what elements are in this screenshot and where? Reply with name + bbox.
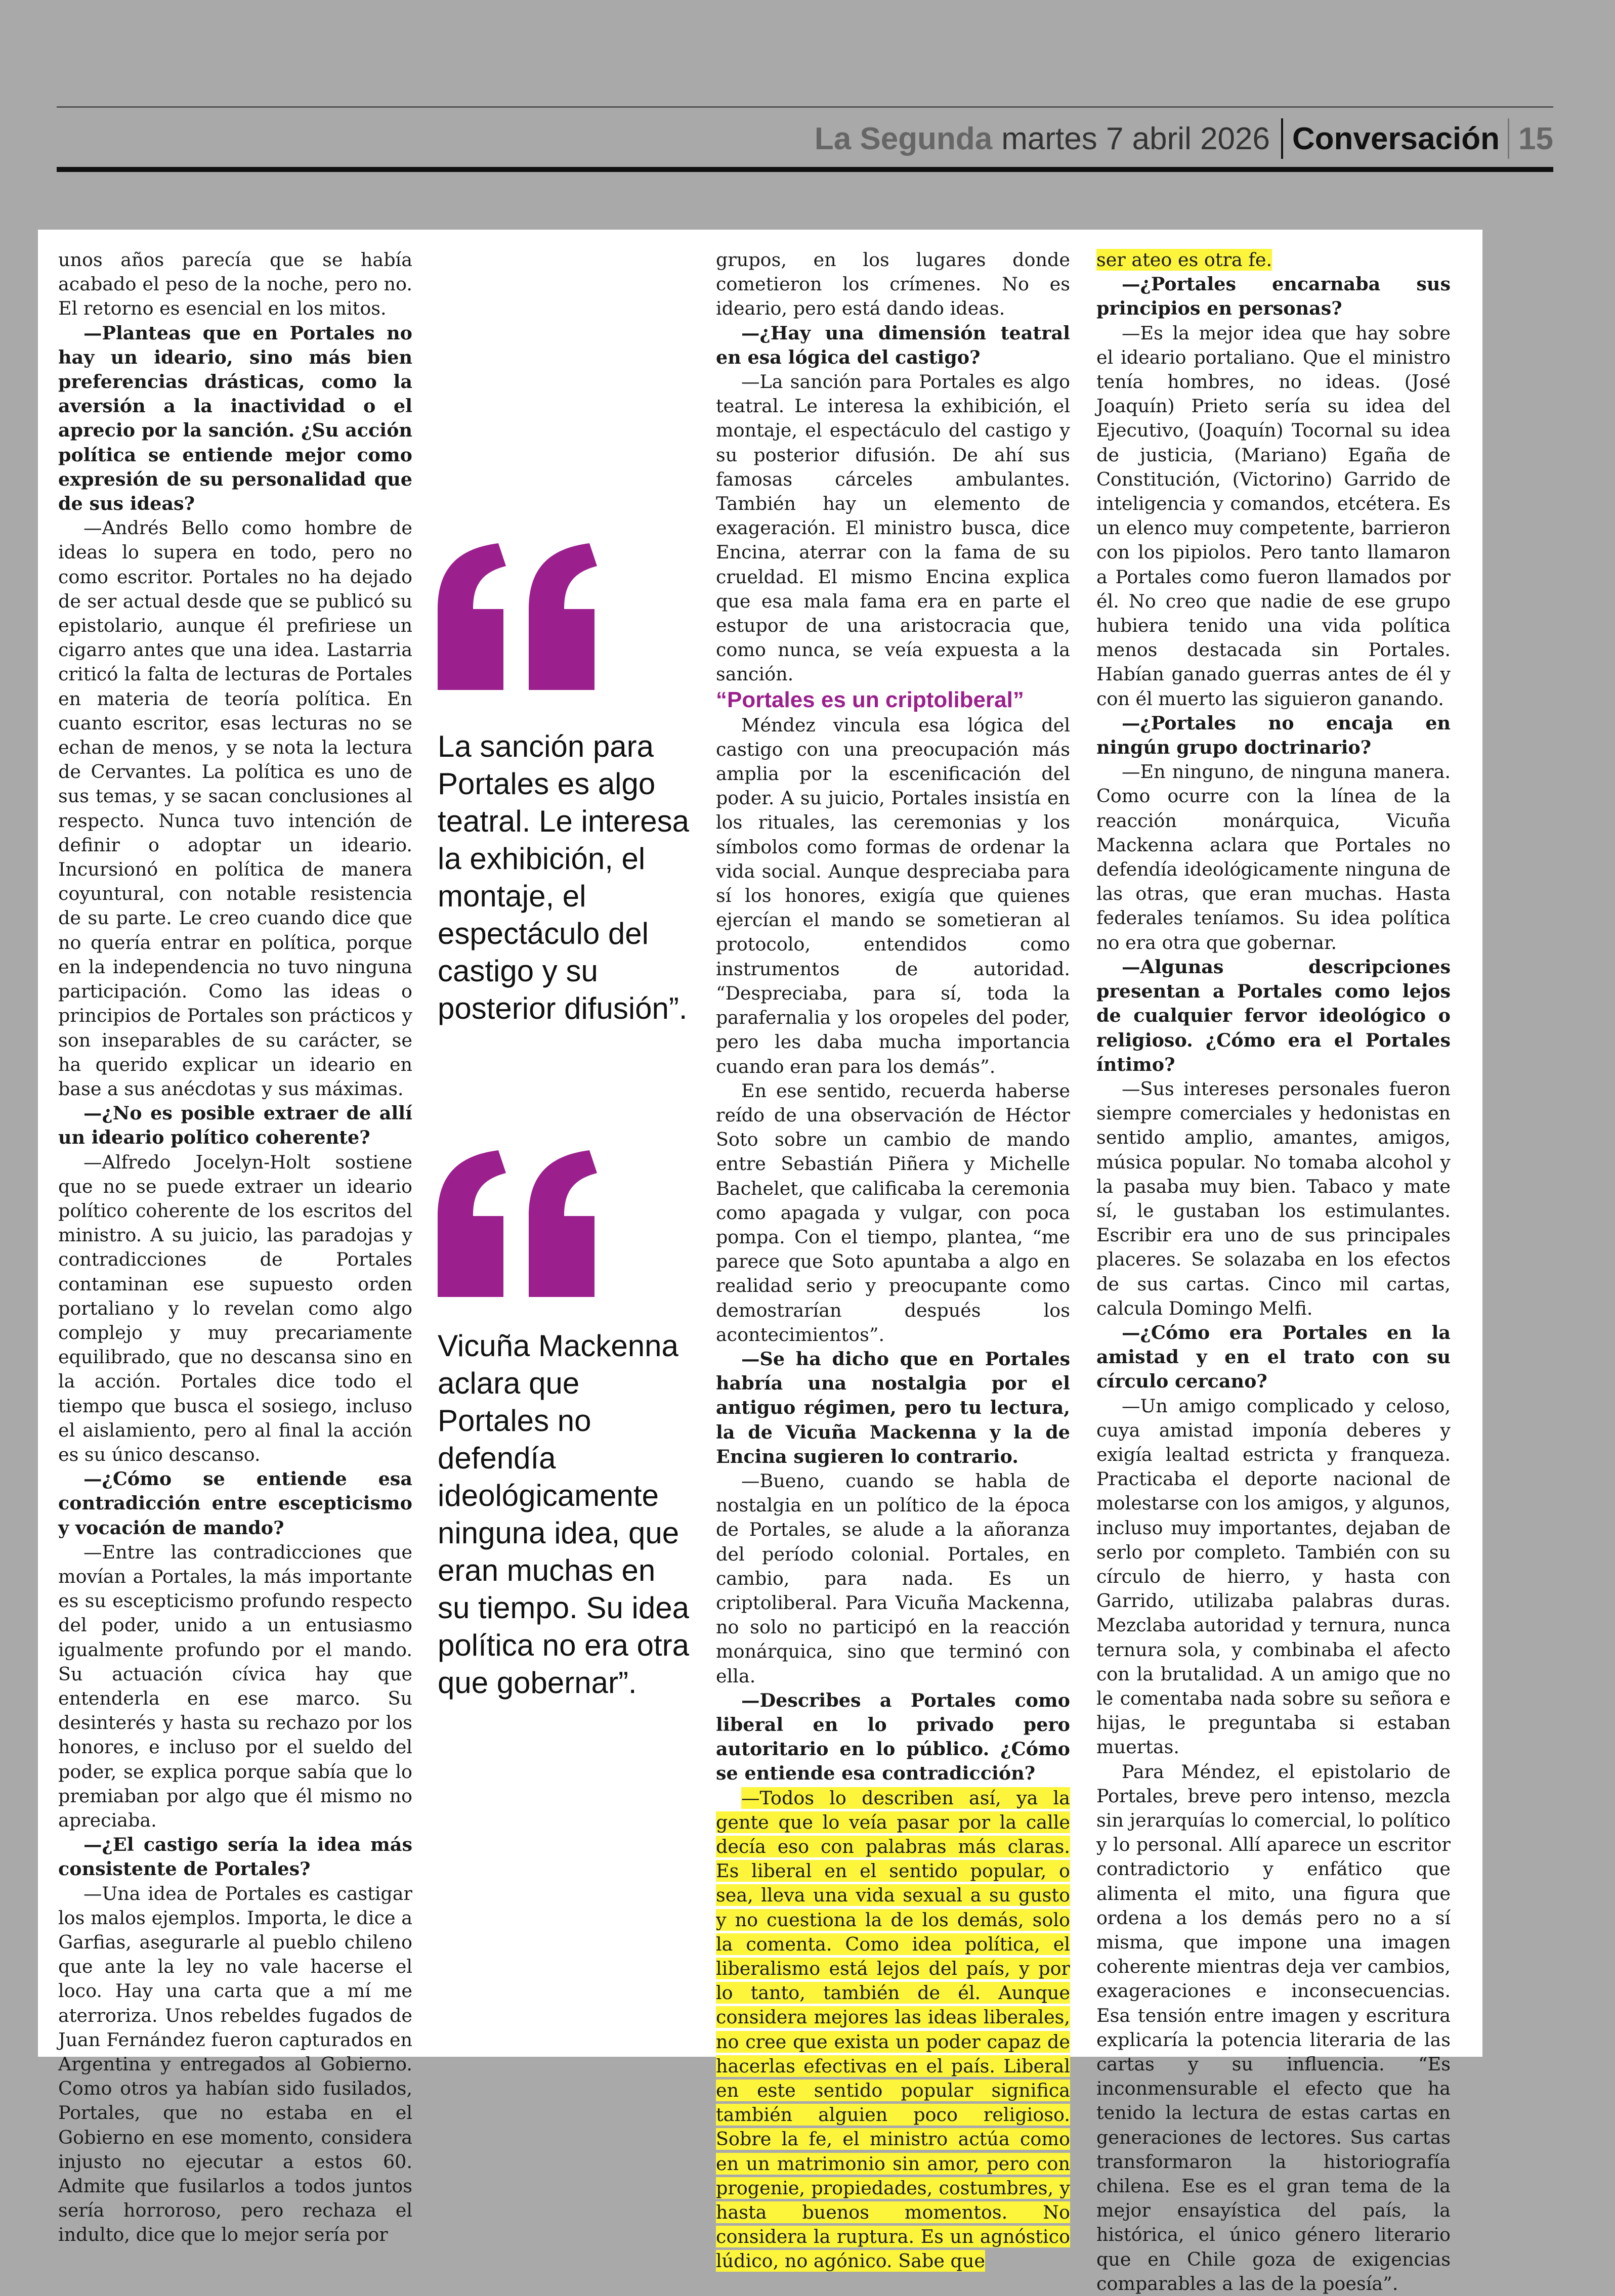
page-header [57,106,1553,172]
paragraph [1096,248,1451,272]
paragraph: Para Méndez, el epistolario de Portales, breve pero intenso, mezcla sin jerarquías lo comercial, lo político y lo personal. Allí aparece un escritor contradictorio y enfático que alimenta el mito, una figura que ordena a los demás pero no a sí misma, que impone una imagen coherente mientras deja ver cambios, exageraciones e inconsecuencias. Esa tensión entre imagen y escritura explicaría la potencia literaria de las cartas y su influencia. “Es inconmensurable el efecto que ha tenido la lectura de estas cartas en generaciones de lectores. Sus cartas transformaron la historiografía chilena. Ese es el gran tema de la mejor ensayística del país, la histórica, el único género literario que en Chile goza de exigencias comparables a las de la poesía”. [1096,1760,1451,2294]
interview-question: —¿No es posible extraer de allí un ideario político coherente? [58,1102,412,1149]
highlighted-paragraph [716,1786,1070,2274]
section-title: Conversación [1292,121,1500,156]
highlighted-text: ser ateo es otra fe. [1096,249,1272,271]
interview-question: —¿El castigo sería la idea más consistente de Portales? [58,1834,412,1880]
interview-question: —Se ha dicho que en Portales habría una nostalgia por el antiguo régimen, pero tu lectura, la de Vicuña Mackenna y la de Encina sugieren lo contrario. [716,1348,1070,1467]
interview-question: —¿Hay una dimensión teatral en esa lógica del castigo? [716,322,1070,368]
paragraph: —Sus intereses personales fueron siempre comerciales y hedonistas en sentido amplio, amantes, amigos, música popular. No tomaba alcohol y la pasaba muy bien. Tabaco y mate sí, le gustaban los estimulantes. Escribir era uno de sus principales placeres. Se solazaba en los efectos de sus cartas. Cinco mil cartas, calcula Domingo Melfi. [1096,1077,1451,1319]
newspaper-brand: La Segunda [814,121,993,156]
interview-question: —Planteas que en Portales no hay un ideario, sino más bien preferencias drásticas, como la aversión a la inactividad o el aprecio por la sanción. ¿Su acción política se entiende mejor como expresión de su personalidad que de sus ideas? [58,322,412,515]
paragraph: —La sanción para Portales es algo teatral. Le interesa la exhibición, el montaje, el espectáculo del castigo y su posterior difusión. De ahí sus famosas cárceles ambulantes. También hay un elemento de exageración. El ministro busca, dice Encina, aterrar con la fama de su crueldad. El mismo Encina explica que esa mala fama era en parte el estupor de una aristocracia que, como nunca, se veía expuesta a la sanción. [716,371,1070,685]
interview-question: —¿Portales no encaja en ningún grupo doctrinario? [1096,712,1451,759]
header-divider [1281,118,1283,159]
paragraph: —Un amigo complicado y celoso, cuya amistad imponía deberes y exigía lealtad estricta y franqueza. Practicaba el deporte nacional de molestarse con los amigos, y algunos, incluso muy importantes, dejaban de serlo por completo. También con su círculo de hierro, y hasta con Garrido, utilizaba palabras duras. Mezclaba autoridad y ternura, nunca ternura sola, y combinaba el afecto con la brutalidad. A un amigo que no le comentaba nada sobre su señora e hijas, le preguntaba si estaban muertas. [1096,1395,1451,1758]
header-top-rule [57,106,1553,108]
paragraph: Méndez vincula esa lógica del castigo con una preocupación más amplia por la escenificación del poder. A su juicio, Portales insistía en los rituales, las ceremonias y los símbolos como formas de ordenar la vida social. Aunque despreciaba para sí los honores, exigía que quienes ejercían el mando se sometieran al protocolo, entendidos como instrumentos de autoridad. “Despreciaba, para sí, toda la parafernalia y los oropeles del poder, pero les daba mucha importancia cuando eran para los demás”. [716,714,1070,1077]
page-number: 15 [1518,121,1553,156]
interview-question: —Describes a Portales como liberal en lo privado pero autoritario en lo público. ¿Cómo se entiende esa contradicción? [716,1689,1070,1785]
quotation-mark-icon [438,543,605,690]
paragraph: unos años parecía que se había acabado el peso de la noche, pero no. El retorno es esencial en los mitos. [58,249,412,320]
article-page [38,230,1482,2294]
quotation-mark-icon [438,1150,605,1297]
paragraph: grupos, en los lugares donde cometieron los crímenes. No es ideario, pero está dando ideas. [716,249,1070,320]
paragraph: —Andrés Bello como hombre de ideas lo supera en todo, pero no como escritor. Portales no ha dejado de ser actual desde que se publicó su epistolario, aunque él prefiriese un cigarro antes que una idea. Lastarria criticó la falta de lecturas de Portales en materia de teoría política. En cuanto escritor, esas lecturas no se echan de menos, y se nota la lectura de Cervantes. La política es uno de sus temas, y se sacan conclusiones al respecto. Nunca tuvo intención de definir o adoptar un ideario. Incursionó en política de manera coyuntural, con notable resistencia de su parte. Le creo cuando dice que no quería entrar en política, porque en la independencia no tuvo ninguna participación. Como las ideas o principios de Portales son prácticos y son inseparables de su carácter, se ha querido explicar un ideario en base a sus anécdotas y sus máximas. [58,517,412,1100]
pull-quote-1: La sanción para Portales es algo teatral. Le interesa la exhibición, el montaje, el espectáculo del castigo y su posterior difusión”. [438,729,689,1025]
article-column-1 [58,248,412,2246]
pull-quote-2: Vicuña Mackenna aclara que Portales no defendía ideológicamente ninguna idea, que eran muchas en su tiempo. Su idea política no era otra que gobernar”. [438,1329,689,1700]
interview-question: —¿Portales encarnaba sus principios en personas? [1096,273,1451,320]
article-column-3 [716,248,1070,2272]
paragraph: En ese sentido, recuerda haberse reído de una observación de Héctor Soto sobre un cambio de mando entre Sebastián Piñera y Michelle Bachelet, que calificaba la ceremonia como apagada y vulgar, con poca pompa. Con el tiempo, plantea, “me parece que Soto apuntaba a algo en realidad serio y preocupante como demostrarían después los acontecimientos”. [716,1079,1070,1346]
paragraph: —Es la mejor idea que hay sobre el ideario portaliano. Que el ministro tenía hombres, no ideas. (José Joaquín) Prieto sería su idea del Ejecutivo, (Joaquín) Tocornal su idea de justicia, (Mariano) Egaña de Constitución, (Victorino) Garrido de inteligencia y comandos, etcétera. Es un elenco muy competente, barrieron con los pipiolos. Pero tanto llamaron a Portales como fueron llamados por él. No creo que nadie de ese grupo hubiera tenido una vida política menos destacada sin Portales. Habían ganado guerras antes de él y con él muerto las siguieron ganando. [1096,322,1451,710]
paragraph: —Bueno, cuando se habla de nostalgia en un político de la época de Portales, se alude a la añoranza del período colonial. Portales, en cambio, para nada. Es un criptoliberal. Para Vicuña Mackenna, no solo no participó en la reacción monárquica, sino que terminó con ella. [716,1469,1070,1687]
issue-date: martes 7 abril 2026 [1001,121,1270,156]
article-column-4 [1096,248,1451,2294]
highlighted-text: —Todos lo describen así, ya la gente que lo veía pasar por la calle decía eso con palabras más claras. Es liberal en el sentido popular, o sea, lleva una vida sexual a su gusto y no cuestiona la de los demás, solo la comenta. Como idea política, el liberalismo está lejos del país, y por lo tanto, también de él. Aunque considera mejores las ideas liberales, no cree que exista un poder capaz de hacerlas efectivas en el país. Liberal en este sentido popular significa también alguien poco religioso. Sobre la fe, el ministro actúa como en un matrimonio sin amor, pero con progenie, propiedades, costumbres, y hasta buenos momentos. No considera la ruptura. Es un agnóstico lúdico, no agónico. Sabe que [716,1787,1070,2272]
paragraph: —En ninguno, de ninguna manera. Como ocurre con la línea de la reacción monárquica, Vicuña Mackenna aclara que Portales no defendía ideológicamente ninguna de las otras, que eran muchas. Hasta federales teníamos. Su idea política no era otra que gobernar. [1096,761,1451,954]
interview-question: —¿Cómo era Portales en la amistad y en el trato con su círculo cercano? [1096,1321,1451,1393]
paragraph: —Entre las contradicciones que movían a Portales, la más importante es su escepticismo profundo respecto del poder, unido a un entusiasmo igualmente profundo por el mando. Su actuación cívica hay que entenderla en ese marco. Su desinterés y hasta su rechazo por los honores, e incluso por el sueldo del poder, se explica porque sabía que lo premiaban por algo que él mismo no apreciaba. [58,1541,412,1831]
header-divider [1508,118,1509,159]
header-bottom-rule [57,167,1553,172]
interview-question: —¿Cómo se entiende esa contradicción entre escepticismo y vocación de mando? [58,1468,412,1539]
section-subheading: “Portales es un criptoliberal” [716,687,1024,712]
paragraph: —Alfredo Jocelyn-Holt sostiene que no se puede extraer un ideario político coherente de los escritos del ministro. A su juicio, las paradojas y contradicciones de Portales contaminan ese supuesto orden portaliano y lo revelan como algo complejo y muy precariamente equilibrado, que no descansa sino en la acción. Portales dice todo el tiempo que busca el sosiego, incluso el aislamiento, pero al final la acción es su único descanso. [58,1151,412,1465]
paragraph: —Una idea de Portales es castigar los malos ejemplos. Importa, le dice a Garfias, asegurarle al pueblo chileno que ante la ley no vale hacerse el loco. Hay una carta que a mí me aterroriza. Unos rebeldes fugados de Juan Fernández fueron capturados en Argentina y entregados al Gobierno. Como otros ya habían sido fusilados, Portales, que no estaba en el Gobierno en ese momento, considera injusto no ejecutar a estos 60. Admite que fusilarlos a todos juntos sería horroroso, pero rechaza el indulto, dice que lo mejor sería por [58,1882,412,2246]
header-line [815,115,1553,162]
interview-question: —Algunas descripciones presentan a Portales como lejos de cualquier fervor ideológico o religioso. ¿Cómo era el Portales íntimo? [1096,956,1451,1075]
